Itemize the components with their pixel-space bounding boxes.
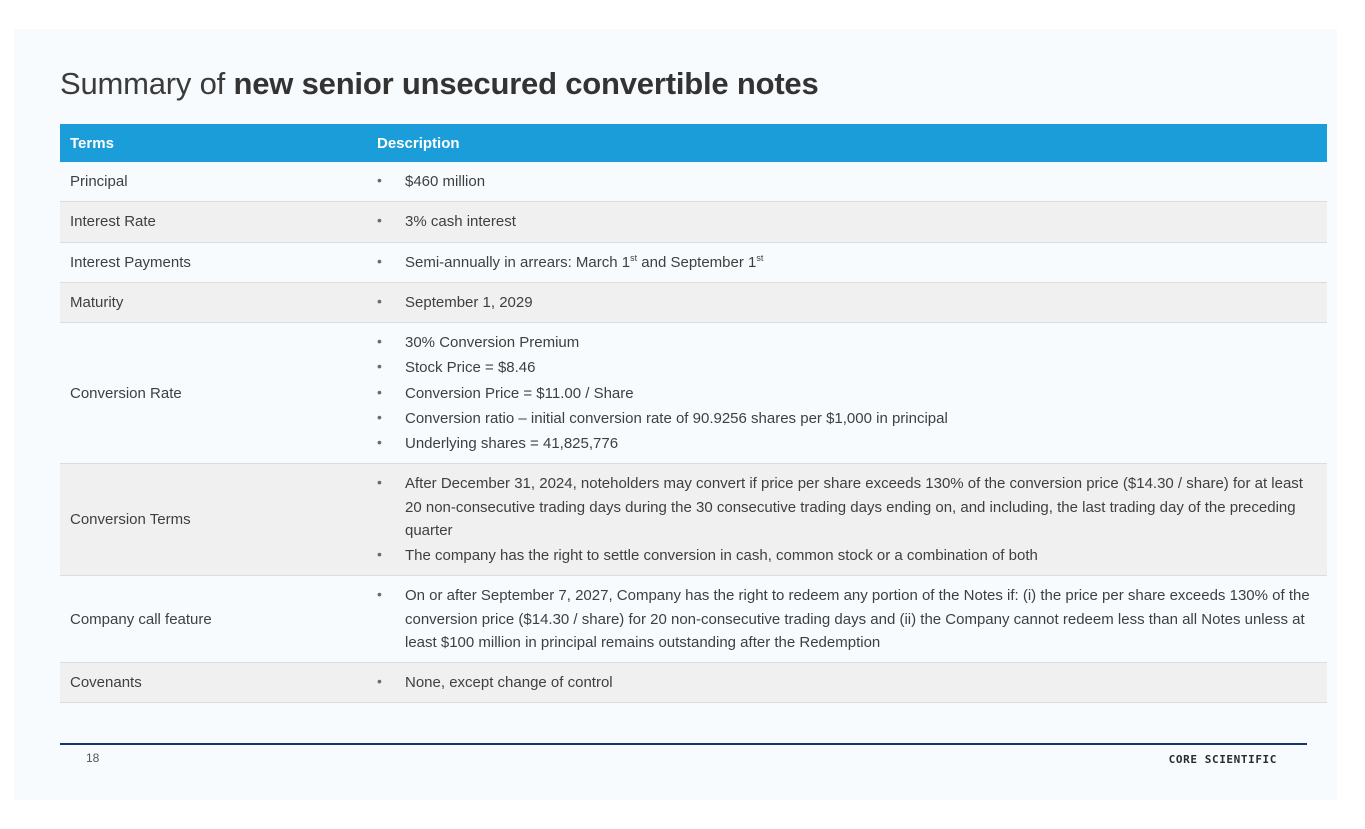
table-row [60,162,1327,202]
row-term: Conversion Rate [60,323,367,464]
bullet-list [367,291,1315,314]
page-number: 18 [86,751,100,765]
table-row [60,282,1327,322]
list-item: • 30% Conversion Premium [367,331,1315,354]
table-row [60,202,1327,242]
list-item: • The company has the right to settle conversion in cash, common stock or a combination of both [367,544,1315,567]
row-term: Conversion Terms [60,464,367,576]
row-term: Interest Rate [60,202,367,242]
row-term: Maturity [60,282,367,322]
list-item: • 3% cash interest [367,210,1315,233]
page-title [60,66,819,102]
row-term: Interest Payments [60,242,367,282]
row-description [367,282,1327,322]
bullet-list [367,671,1315,694]
row-description [367,663,1327,703]
list-item: • Conversion ratio – initial conversion rate of 90.9256 shares per $1,000 in principal [367,407,1315,430]
table-header-row [60,124,1327,162]
row-description [367,464,1327,576]
row-term: Company call feature [60,576,367,663]
bullet-list [367,251,1315,274]
company-logo: CORE SCIENTIFIC [1168,753,1277,766]
slide [14,29,1337,800]
bullet-list [367,472,1315,567]
list-item: • Semi-annually in arrears: March 1st and September 1st [367,251,1315,274]
list-item: • September 1, 2029 [367,291,1315,314]
bullet-list [367,170,1315,193]
list-item: • None, except change of control [367,671,1315,694]
list-item: • After December 31, 2024, noteholders may convert if price per share exceeds 130% of the conversion price ($14.30 / share) for at least 20 non-consecutive trading days during the 30 consecutive trading days ending on, and including, the last trading day of the preceding quarter [367,472,1315,542]
row-description [367,576,1327,663]
bullet-list [367,331,1315,455]
terms-table [60,124,1327,703]
list-item: • Stock Price = $8.46 [367,356,1315,379]
bullet-list [367,584,1315,654]
row-description [367,162,1327,202]
row-term: Principal [60,162,367,202]
list-item: • Underlying shares = 41,825,776 [367,432,1315,455]
column-header-terms: Terms [60,124,367,162]
row-description [367,323,1327,464]
table-row [60,323,1327,464]
table-row [60,663,1327,703]
table-row [60,242,1327,282]
page-title-light: Summary of [60,66,234,101]
page-title-bold: new senior unsecured convertible notes [233,66,819,101]
row-description [367,202,1327,242]
bullet-list [367,210,1315,233]
row-term: Covenants [60,663,367,703]
list-item: • On or after September 7, 2027, Company has the right to redeem any portion of the Notes if: (i) the price per share exceeds 130% of the conversion price ($14.30 / share) for 20 non-consecutive trading days and (ii) the Company cannot redeem less than all Notes unless at least $100 million in principal remains outstanding after the Redemption [367,584,1315,654]
column-header-description: Description [367,124,1327,162]
footer-divider [60,743,1307,745]
table-row [60,576,1327,663]
table-row [60,464,1327,576]
row-description [367,242,1327,282]
list-item: • $460 million [367,170,1315,193]
list-item: • Conversion Price = $11.00 / Share [367,382,1315,405]
